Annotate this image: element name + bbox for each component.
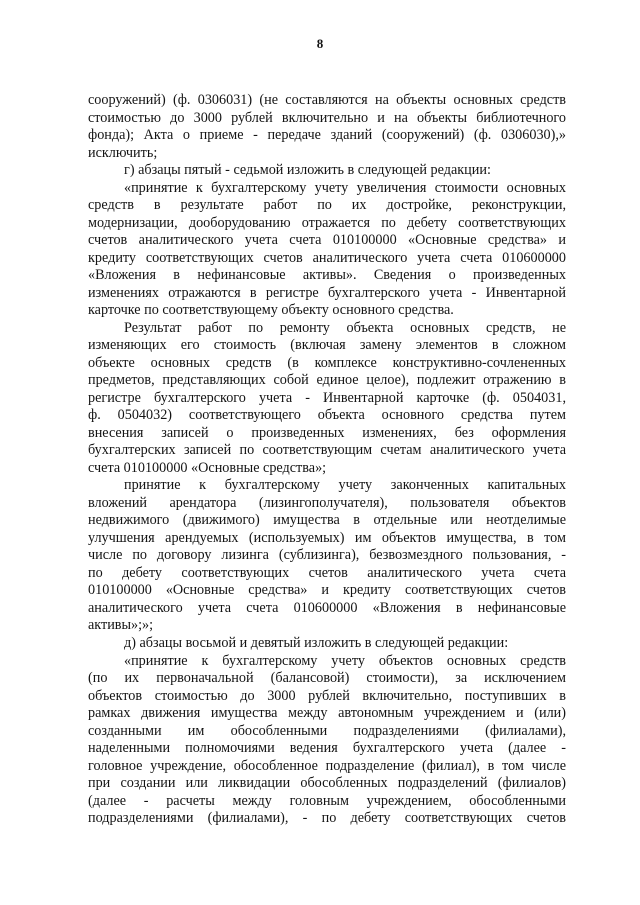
text-line: исключить; — [88, 144, 158, 161]
text-line: модернизации, дооборудованию отражается по дебету соответствующих — [88, 214, 566, 231]
text-line: объекте основных средств (в комплексе конструктивно-сочлененных — [88, 354, 566, 371]
text-line: кредиту соответствующих счетов аналитического учета счета 010600000 — [88, 249, 566, 266]
text-line: изменяющих его стоимость (включая замену элементов в сложном — [88, 337, 566, 354]
text-line: наделенными полномочиями ведения бухгалтерского учета (далее - — [88, 740, 566, 757]
text-line: рамках движения имущества между автономным учреждением и (или) — [88, 705, 566, 722]
text-line: бухгалтерских записей по соответствующим счетам аналитического учета — [88, 442, 566, 459]
text-line: подразделениями (филиалами), - по дебету соответствующих счетов — [88, 810, 566, 827]
text-line: (далее - расчеты между головным учреждением, обособленными — [88, 792, 566, 809]
text-line: счетов аналитического учета счета 010100000 «Основные средства» и — [88, 232, 566, 249]
text-line: улучшения арендуемых (используемых) им объектов имущества, в том — [88, 529, 566, 546]
text-line: (по их первоначальной (балансовой) стоимости), за исключением — [88, 670, 566, 687]
text-line: аналитического учета счета 010600000 «Вложения в нефинансовые — [88, 599, 566, 616]
text-line: при создании или ликвидации обособленных подразделений (филиалов) — [88, 775, 566, 792]
text-line: по дебету соответствующих счетов аналитического учета счета — [88, 564, 566, 581]
text-line: д) абзацы восьмой и девятый изложить в следующей редакции: — [124, 634, 509, 651]
text-line: «принятие к бухгалтерскому учету увеличения стоимости основных — [124, 179, 566, 196]
text-line: «Вложения в нефинансовые активы». Сведения о произведенных — [88, 267, 566, 284]
text-line: г) абзацы пятый - седьмой изложить в следующей редакции: — [124, 162, 491, 179]
text-line: ф. 0504032) соответствующего объекта основного средства путем — [88, 407, 566, 424]
text-line: сооружений) (ф. 0306031) (не составляются на объекты основных средств — [88, 92, 566, 108]
text-line: числе по договору лизинга (сублизинга), безвозмездного пользования, - — [88, 547, 566, 564]
page-number: 8 — [316, 36, 324, 51]
text-line: фонда); Акта о приеме - передаче зданий (сооружений) (ф. 0306030),» — [88, 127, 566, 144]
text-line: внесения записей о произведенных изменениях, без оформления — [88, 424, 566, 441]
text-line: регистре бухгалтерского учета - Инвентарной карточке (ф. 0504031, — [88, 389, 566, 406]
text-line: предметов, представляющих собой единое целое), подлежит отражению в — [88, 372, 566, 389]
text-line: принятие к бухгалтерскому учету законченных капитальных — [124, 477, 566, 494]
text-line: вложений арендатора (лизингополучателя), пользователя объектов — [88, 494, 566, 511]
text-line: счета 010100000 «Основные средства»; — [88, 459, 327, 476]
text-line: «принятие к бухгалтерскому учету объектов основных средств — [124, 652, 566, 669]
text-line: стоимостью до 3000 рублей включительно и на объекты библиотечного — [88, 109, 566, 126]
text-line: 010100000 «Основные средства» и кредиту соответствующих счетов — [88, 582, 566, 599]
text-line: головное учреждение, обособленное подразделение (филиал), в том числе — [88, 757, 566, 774]
body-text — [88, 92, 566, 828]
text-line: изменениях отражаются в регистре бухгалтерского учета - Инвентарной — [88, 284, 566, 301]
text-line: средств в результате работ по их достройке, реконструкции, — [88, 197, 566, 214]
text-line: недвижимого (движимого) имущества в отдельные или неотделимые — [88, 512, 566, 529]
text-line: объектов стоимостью до 3000 рублей включительно, поступивших в — [88, 687, 566, 704]
text-line: активы»;»; — [88, 617, 154, 634]
text-line: созданными им обособленными подразделениями (филиалами), — [88, 722, 566, 739]
text-line: Результат работ по ремонту объекта основных средств, не — [124, 319, 566, 336]
text-line: карточке по соответствующему объекту основного средства. — [88, 302, 454, 319]
